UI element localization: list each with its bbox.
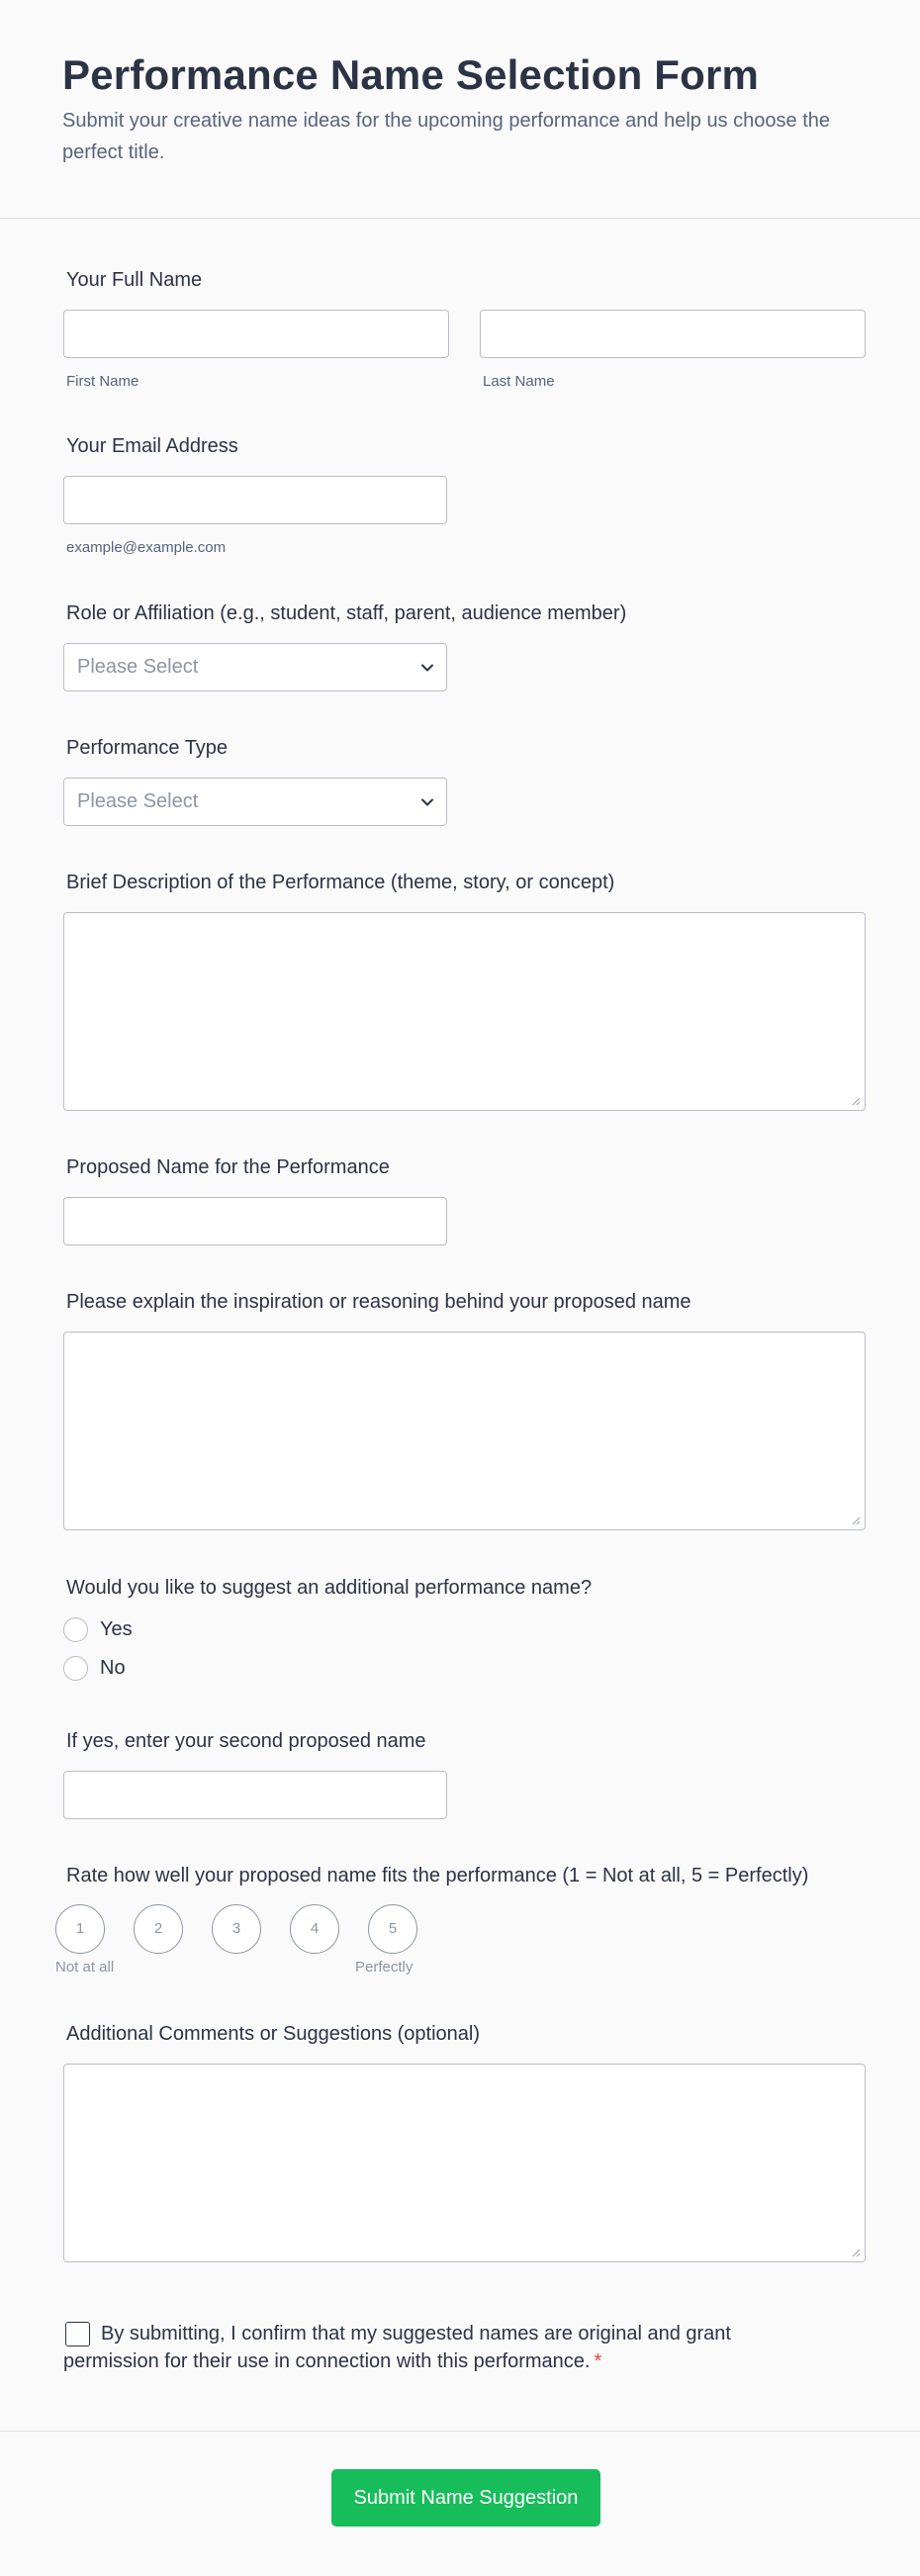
first-name-input[interactable] bbox=[63, 310, 449, 358]
performance-type-select[interactable] bbox=[63, 778, 447, 826]
role-select[interactable] bbox=[63, 643, 447, 691]
last-name-sublabel: Last Name bbox=[483, 373, 555, 390]
radio-label: No bbox=[100, 1657, 126, 1679]
proposed-name-label: Proposed Name for the Performance bbox=[66, 1156, 390, 1178]
description-label: Brief Description of the Performance (theme, story, or concept) bbox=[66, 872, 615, 893]
full-name-label: Your Full Name bbox=[66, 269, 203, 291]
role-select-placeholder: Please Select bbox=[77, 656, 199, 678]
resize-grip-icon[interactable] bbox=[851, 1096, 861, 1106]
chevron-down-icon bbox=[418, 659, 436, 677]
form-subtitle: Submit your creative name ideas for the upcoming performance and help us choose the perfect title. bbox=[62, 110, 830, 163]
first-name-sublabel: First Name bbox=[66, 373, 139, 390]
proposed-name-input[interactable] bbox=[63, 1197, 447, 1245]
rating-min-caption: Not at all bbox=[55, 1959, 115, 1976]
required-asterisk: * bbox=[594, 2350, 602, 2372]
rating-label: Rate how well your proposed name fits the performance (1 = Not at all, 5 = Perfectly) bbox=[66, 1865, 809, 1886]
radio-label: Yes bbox=[100, 1618, 133, 1640]
second-name-label: If yes, enter your second proposed name bbox=[66, 1730, 426, 1752]
second-name-input[interactable] bbox=[63, 1771, 447, 1819]
form-header bbox=[0, 0, 920, 219]
resize-grip-icon[interactable] bbox=[851, 2248, 861, 2257]
last-name-input[interactable] bbox=[480, 310, 866, 358]
resize-grip-icon[interactable] bbox=[851, 1516, 861, 1525]
form-title: Performance Name Selection Form bbox=[62, 51, 760, 98]
additional-name-label: Would you like to suggest an additional performance name? bbox=[66, 1577, 593, 1599]
comments-textarea[interactable] bbox=[63, 2064, 866, 2262]
consent-text: By submitting, I confirm that my suggested names are original and grant permission for their use in connection with this performance. bbox=[63, 2323, 731, 2372]
submit-button[interactable]: Submit Name Suggestion bbox=[331, 2469, 600, 2527]
rating-option-1[interactable]: 1 bbox=[55, 1904, 105, 1954]
footer-divider bbox=[0, 2431, 920, 2432]
email-input[interactable] bbox=[63, 476, 447, 524]
rating-option-2[interactable]: 2 bbox=[134, 1904, 183, 1954]
consent-label bbox=[63, 2320, 815, 2375]
description-textarea[interactable] bbox=[63, 912, 866, 1111]
performance-type-placeholder: Please Select bbox=[77, 790, 199, 812]
chevron-down-icon bbox=[418, 793, 436, 811]
rating-option-4[interactable]: 4 bbox=[290, 1904, 339, 1954]
comments-label: Additional Comments or Suggestions (optional) bbox=[66, 2023, 480, 2045]
radio-button[interactable] bbox=[63, 1617, 88, 1642]
rating-option-3[interactable]: 3 bbox=[212, 1904, 261, 1954]
inspiration-label: Please explain the inspiration or reasoning behind your proposed name bbox=[66, 1291, 691, 1313]
email-sublabel: example@example.com bbox=[66, 539, 227, 556]
radio-button[interactable] bbox=[63, 1656, 88, 1681]
role-label: Role or Affiliation (e.g., student, staff, parent, audience member) bbox=[66, 602, 627, 624]
email-label: Your Email Address bbox=[66, 435, 238, 457]
performance-type-label: Performance Type bbox=[66, 737, 229, 759]
inspiration-textarea[interactable] bbox=[63, 1332, 866, 1530]
rating-option-5[interactable]: 5 bbox=[368, 1904, 417, 1954]
rating-max-caption: Perfectly bbox=[355, 1959, 414, 1976]
